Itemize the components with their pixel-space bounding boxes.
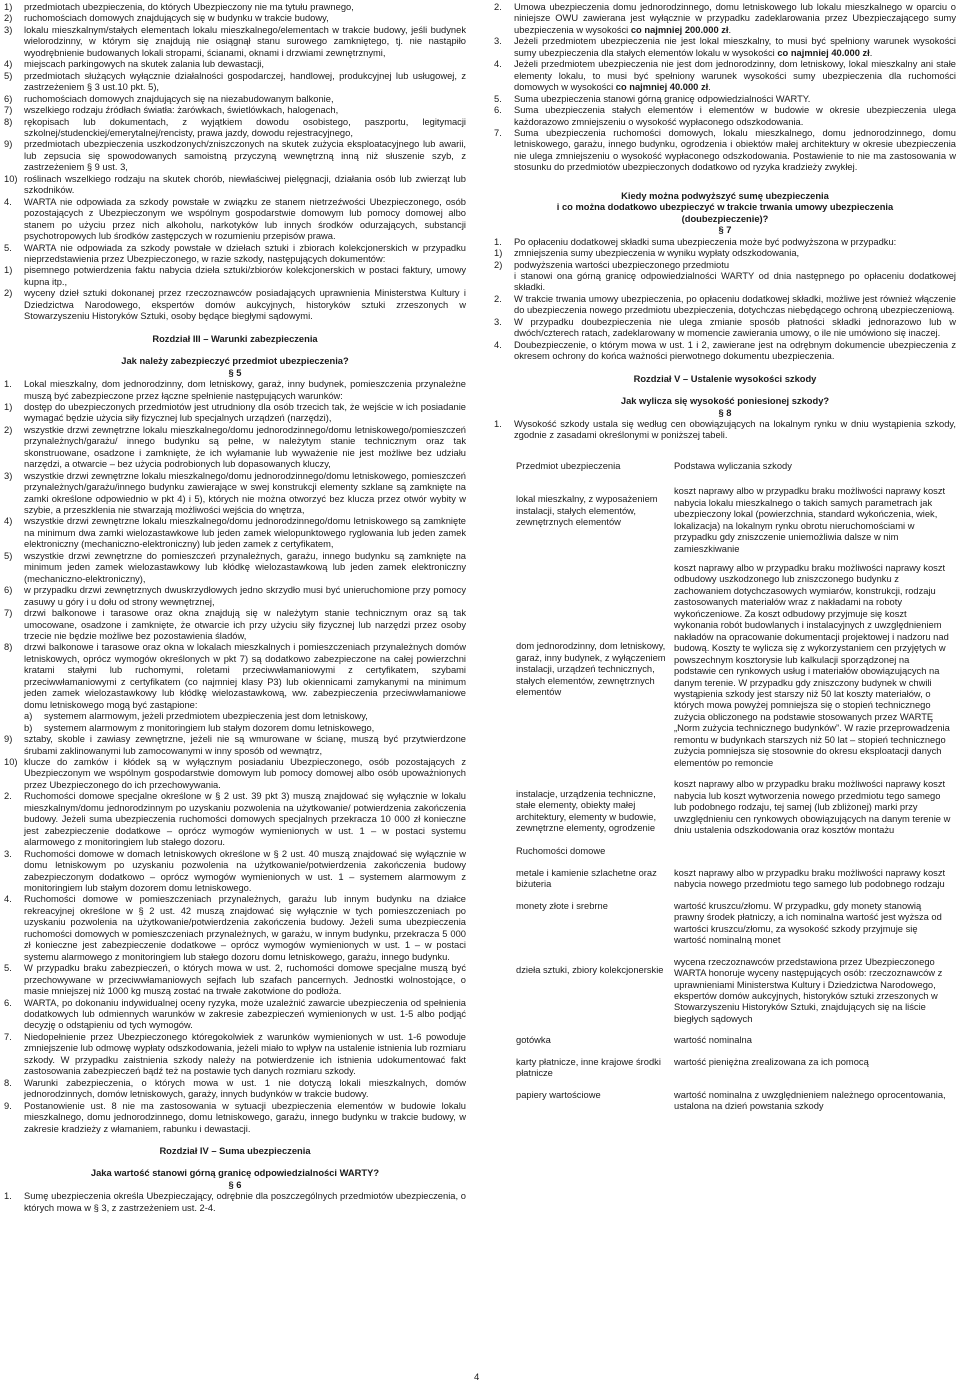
- exclusion-item: [4, 13, 466, 24]
- item-text: ruchomościach domowych znajdujących się w budynku w trakcie budowy,: [24, 13, 329, 24]
- table-cell-subject: [516, 1035, 670, 1056]
- section-6-item: [494, 36, 956, 59]
- exclusion-item: [4, 105, 466, 116]
- section-5-label: § 5: [228, 367, 242, 378]
- table-cell-basis: [670, 1035, 952, 1056]
- item-text: wszystkie drzwi zewnętrzne lokalu mieszkalnego/domu jednorodzinnego/domu letniskowego/pomieszczeń przynależnych/garażu/ innego budynku są pełne, w należytym stanie technicznym oraz tak skonstruowane, osadzone i zamknięte, że ich wyłamanie lub wyważenie nie jest możliwe bez udziału narzędzi, a otwarcie – bez użycia podrobionych lub dopasowanych kluczy,: [24, 424, 466, 470]
- item-text: WARTA nie odpowiada za szkody powstałe w związku ze stanem nietrzeźwości Ubezpieczonego, osób pozostających z Ubezpieczonym we wspólnym gospodarstwie domowym lub pomocy domowej albo stanem po użyciu przez nich alkoholu, narkotyków lub innych środków odurzających, substancji psychotropowych lub środków zastępczych w rozumieniu przepisów prawa.: [24, 196, 466, 242]
- chapter-3-title: Rozdział III – Warunki zabezpieczenia: [152, 333, 318, 344]
- table-row: [516, 957, 952, 1036]
- table-cell-subject: [516, 563, 670, 779]
- item-number: 6): [4, 585, 13, 596]
- security-condition: [4, 471, 466, 517]
- bold-amount: co najmniej 200.000 zł: [630, 24, 729, 35]
- item-number: 3): [4, 24, 13, 35]
- document-item: [4, 288, 466, 322]
- table-row: [516, 846, 952, 867]
- section-6-item: [494, 2, 956, 36]
- item-text: klucze do zamków i kłódek są w wyłącznym posiadaniu Ubezpieczonego, osób pozostających z Ubezpieczonym we wspólnym gospodarstwie domowym lub pomocy domowej albo osób upoważnionych przez Ubezpieczonego do ich przechowywania.: [24, 757, 466, 790]
- item-text: wszelkiego rodzaju źródłach światła: żarówkach, świetlówkach, halogenach,: [24, 105, 339, 116]
- item-number: 9.: [4, 1100, 12, 1111]
- item-text: przedmiotach służących wyłącznie działalności gospodarczej, handlowej, produkcyjnej lub usługowej, z zastrzeżeniem § 3 ust.10 pkt. 5),: [24, 70, 466, 93]
- subject-text: instalacje, urządzenia techniczne, stałe elementy, obiekty małej architektury, elementy w budowie, zewnętrzne elementy, ogrodzenie: [516, 788, 657, 834]
- security-condition: [4, 516, 466, 550]
- item-number: 3.: [494, 316, 502, 327]
- item-number: 2): [4, 288, 13, 299]
- item-text: pisemnego potwierdzenia faktu nabycia dzieła sztuki/zbiorów kolekcjonerskich w postaci faktury, umowy kupna itp.,: [24, 265, 466, 287]
- item-text: dostęp do ubezpieczonych przedmiotów jest utrudniony dla osób trzecich tak, że wejście w ich posiadanie wymagać będzie użycia siły fizycznej lub specjalnych urządzeń (narzędzi),: [24, 401, 466, 424]
- subject-text: metale i kamienie szlachetne oraz biżuteria: [516, 867, 657, 890]
- section-6-para-1: [4, 1191, 466, 1214]
- item-number: 2.: [494, 2, 502, 12]
- security-condition: [4, 608, 466, 642]
- item-number: 5.: [4, 963, 12, 974]
- item-number: 1): [4, 2, 13, 12]
- table-cell-basis: [670, 846, 952, 867]
- item-number: 3): [4, 470, 13, 481]
- table-row: [516, 901, 952, 957]
- chapter-5-title: Rozdział V – Ustalenie wysokości szkody: [633, 373, 817, 384]
- item-text: Umowa ubezpieczenia domu jednorodzinnego, domu letniskowego lub lokalu mieszkalnego w oparciu o niniejsze OWU zawierana jest wyłącznie w przypadku zadeklarowania przez Ubezpieczającego sumy ubezpieczenia w wysokości: [514, 2, 956, 35]
- security-condition: [4, 425, 466, 471]
- table-cell-subject: [516, 957, 670, 1036]
- section-6-label: § 6: [228, 1179, 242, 1190]
- item-number: 5.: [494, 93, 502, 104]
- item-number: 5.: [4, 242, 12, 253]
- table-cell-basis: [670, 1090, 952, 1123]
- section-6-item: [494, 128, 956, 174]
- item-number: 2.: [4, 791, 12, 802]
- item-text: Postanowienie ust. 8 nie ma zastosowania w sytuacji ubezpieczenia elementów w budowie lokalu mieszkalnego, domu jednorodzinnego, domu letniskowego, garażu, innego budynku w trakcie budowy, w zakresie kradzieży z włamaniem, rabunku i dewastacji.: [24, 1100, 466, 1134]
- item-text: zmniejszenia sumy ubezpieczenia w wyniku wypłaty odszkodowania,: [514, 248, 800, 259]
- item-text: wszystkie drzwi zewnętrzne do pomieszczeń przynależnych, garażu, innego budynku są zamknięte na minimum jeden zamek wielozastawkowy lub kłódkę wielozastawkową lub jeden zamek elektroniczny (mechaniczno-elektroniczny),: [24, 550, 466, 584]
- right-column: [494, 2, 956, 1123]
- section-7-title-3: (doubezpieczenie)?: [681, 213, 769, 224]
- item-number: 4.: [494, 59, 502, 70]
- item-number: 2): [4, 424, 13, 435]
- subject-text: dom jednorodzinny, dom letniskowy, garaż, inny budynek, z wyłączeniem instalacji, urządzeń technicznych, stałych elementów, zewnętrznych elementów: [516, 641, 666, 698]
- item-number: a): [24, 711, 33, 722]
- item-number: 9): [4, 139, 13, 150]
- exclusion-item: [4, 94, 466, 105]
- item-number: 4.: [494, 339, 502, 350]
- item-number: 8.: [4, 1077, 12, 1088]
- exclusion-item: [4, 25, 466, 59]
- item-text: miejscach parkingowych na skutek zalania lub dewastacji,: [24, 59, 264, 70]
- security-condition: [4, 723, 466, 734]
- section-5-paragraph: [4, 849, 466, 895]
- security-condition: [4, 642, 466, 711]
- item-number: 7.: [4, 1031, 12, 1042]
- subject-text: lokal mieszkalny, z wyposażeniem instalacji, stałych elementów, zewnętrznych elementów: [516, 494, 658, 528]
- security-condition: [4, 551, 466, 585]
- basis-text: wartość nominalna: [674, 1035, 752, 1046]
- exclusion-item: [4, 2, 466, 13]
- item-number: 4.: [4, 196, 12, 207]
- table-cell-subject: [516, 846, 670, 867]
- item-text: roślinach wszelkiego rodzaju na skutek chorób, niewłaściwej pielęgnacji, działania osób lub zwierząt lub szkodników.: [24, 173, 466, 196]
- item-number: 8): [4, 642, 13, 653]
- table-cell-subject: [516, 868, 670, 901]
- basis-text: wartość kruszcu/złomu. W przypadku, gdy monety stanowią prawny środek płatniczy, a ich nominalna wartość jest wyższa od wartości kruszcu/złomu, za wysokość szkody przyjmuje się wartość nominalną monet: [674, 900, 942, 946]
- subject-text: Ruchomości domowe: [516, 846, 606, 857]
- exclusion-item: [4, 71, 466, 94]
- subject-text: monety złote i srebrne: [516, 900, 608, 911]
- section-6-item: [494, 105, 956, 128]
- security-condition: [4, 734, 466, 757]
- exclusion-item: [4, 174, 466, 197]
- chapter-4-question: Jaka wartość stanowi górną granicę odpowiedzialności WARTY?: [90, 1168, 380, 1179]
- item-number: 7.: [494, 127, 502, 138]
- item-text: WARTA, po dokonaniu indywidualnej oceny ryzyka, może uzależnić zawarcie ubezpieczenia od spełnienia dodatkowych lub odmiennych warunków w zakresie zabezpieczeń wymienionych w ust. 1-5 albo podjąć decyzję o odstąpieniu od tych wymogów.: [24, 997, 466, 1031]
- item-number: 5): [4, 550, 13, 561]
- item-text: w przypadku drzwi zewnętrznych dwuskrzydłowych jedno skrzydło musi być unieruchomione przy pomocy zasuwy u góry i u dołu od strony wewnętrznej,: [24, 585, 466, 607]
- item-text: Po opłaceniu dodatkowej składki suma ubezpieczenia może być podwyższona w przypadku:: [514, 236, 897, 247]
- item-end: .: [728, 24, 732, 35]
- table-cell-basis: [670, 1057, 952, 1090]
- table-row: [516, 563, 952, 779]
- item-text: Jeżeli przedmiotem ubezpieczenia nie jest dom jednorodzinny, dom letniskowy, lokal mieszkalny ani stałe elementy lokalu, to musi być spełniony warunek wysokości sumy ubezpieczenia dla ruchomości domowych w wysokości: [514, 59, 956, 93]
- item-text: W przypadku braku zabezpieczeń, o których mowa w ust. 2, ruchomości domowe specjalne muszą być przechowywane w przeciwwłamaniowych sejfach lub szafach pancernych. Jednostki wolnostojące, o masie mniejszej niż 1000 kg muszą zostać na trwałe zakotwione do podłoża.: [24, 963, 466, 997]
- item-text: wyceny dzieł sztuki dokonanej przez rzeczoznawców posiadających uprawnienia Ministerstwa Kultury i Dziedzictwa Narodowego, ekspertów domów aukcyjnych, historyków sztuki zrzeszonych w Stowarzyszeniu Historyków Sztuki, osoby będące biegłymi sądowymi.: [24, 288, 466, 322]
- item-end: .: [869, 47, 873, 58]
- item-text: sztaby, skoble i zawiasy zewnętrzne, jeżeli nie są wmurowane w ścianę, muszą być przytwierdzone śrubami zaklinowanymi lub zamocowanymi w inny sposób od wewnątrz,: [24, 734, 466, 756]
- bold-amount: co najmniej 40.000 zł: [615, 82, 709, 93]
- table-cell-subject: [516, 901, 670, 957]
- item-number: 1.: [4, 379, 12, 390]
- paragraph-5: [4, 243, 466, 266]
- item-text: Doubezpieczenie, o którym mowa w ust. 1 i 2, zawierane jest na odrębnym dokumencie ubezpieczenia z okresem ochrony do końca ważności pierwotnego dokumentu ubezpieczenia.: [514, 339, 956, 362]
- subject-text: gotówka: [516, 1035, 551, 1046]
- basis-text: wartość nominalna z uwzględnieniem należnego oprocentowania, ustalona na dzień powstania szkody: [674, 1089, 946, 1112]
- item-text: przedmiotach ubezpieczenia, do których Ubezpieczony nie ma tytułu prawnego,: [24, 2, 354, 12]
- item-number: 4.: [4, 894, 12, 905]
- item-number: 10): [4, 757, 18, 767]
- item-number: 6.: [494, 105, 502, 116]
- item-text: drzwi balkonowe i tarasowe oraz okna w lokalach mieszkalnych i pomieszczeniach przynależnych domów letniskowych, oprócz wymogów określonych w pkt 7) są dodatkowo zabezpieczone na całej powierzchni kratami stałymi lub ruchomymi, roletami przeciwwłamaniowymi z certyfikatem, szybami przeciwwłamaniowymi z certyfikatem (co najmniej klasy P3) lub okiennicami zamykanymi na minimum jeden zamek wielozastawkowy lub kłódkę wielozastawkową, ww. zabezpieczenia przeciwwłamaniowe domu letniskowego mogą być zastąpione:: [24, 642, 466, 710]
- item-number: 2): [4, 13, 13, 24]
- basis-text: koszt naprawy albo w przypadku braku możliwości naprawy koszt nabycia nowego przedmiotu tego samego lub podobnego rodzaju: [674, 867, 946, 890]
- table-cell-subject: [516, 486, 670, 563]
- section-8-label: § 8: [718, 407, 732, 418]
- item-number: b): [24, 722, 33, 733]
- section-5-paragraph: [4, 963, 466, 997]
- section-5-paragraph: [4, 1101, 466, 1135]
- item-text: Warunki zabezpieczenia, o których mowa w ust. 1 nie dotyczą lokali mieszkalnych, domów jednorodzinnych, domów letniskowych, garaży, innych budynków w trakcie budowy.: [24, 1077, 466, 1100]
- section-7-label: § 7: [718, 225, 732, 236]
- table-row: [516, 486, 952, 563]
- item-text: Suma ubezpieczenia stanowi górną granicę odpowiedzialności WARTY.: [514, 93, 811, 104]
- item-number: 4): [4, 516, 13, 527]
- item-text: Suma ubezpieczenia stałych elementów i elementów w budowie w okresie ubezpieczenia ulega każdorazowo zmniejszeniu o wysokość wypłaconego odszkodowania.: [514, 105, 956, 127]
- table-cell-subject: [516, 1057, 670, 1090]
- item-number: 5): [4, 70, 13, 81]
- paragraph-4: [4, 197, 466, 243]
- item-text: rękopisach lub dokumentach, z wyjątkiem dowodu osobistego, paszportu, legitymacji szkolnej/studenckiej/emerytalnej/rencisty, prawa jazdy, dowodu rejestracyjnego,: [24, 116, 466, 138]
- item-text: podwyższenia wartości ubezpieczonego przedmiotu: [514, 259, 730, 270]
- item-number: 2): [494, 259, 503, 270]
- increase-case: [494, 248, 956, 259]
- subject-text: karty płatnicze, inne krajowe środki płatnicze: [516, 1056, 661, 1079]
- section-7-title-1: Kiedy można podwyższyć sumę ubezpieczenia: [621, 190, 829, 201]
- item-text: W trakcie trwania umowy ubezpieczenia, po opłaceniu dodatkowej składki, możliwe jest również włączenie do ubezpieczenia nowego przedmiotu ubezpieczenia, dotychczas niebędącego ochroną ubezpieczeniową.: [514, 293, 956, 316]
- item-number: 2.: [494, 293, 502, 304]
- section-7-para-1: [494, 237, 956, 248]
- table-cell-basis: [670, 957, 952, 1036]
- subject-text: dzieła sztuki, zbiory kolekcjonerskie: [516, 964, 664, 975]
- section-5-paragraph: [4, 1078, 466, 1101]
- item-number: 9): [4, 734, 13, 745]
- item-end: .: [708, 82, 711, 93]
- item-number: 1.: [494, 418, 502, 429]
- item-text: przedmiotach ubezpieczenia uszkodzonych/zniszczonych na skutek zużycia eksploatacyjnego lub awarii, lub zepsucia się spowodowanych samoistną przyczyną wewnętrzną inną niż słuszenie szyb, z zastrzeżeniem § 9 ust. 3,: [24, 139, 466, 173]
- exclusion-item: [4, 59, 466, 70]
- item-text: wszystkie drzwi zewnętrzne lokalu mieszkalnego/domu jednorodzinnego/domu letniskowego są zamknięte na minimum dwa zamki wielozastawkowe lub jeden zamek wielopunktowego ryglowania lub jeden zamek elektroniczny (mechaniczno-elektroniczny) lub jeden zamek z certyfikatem,: [24, 516, 466, 550]
- item-number: 7): [4, 608, 13, 619]
- item-number: 10): [4, 173, 18, 184]
- table-header-subject: Przedmiot ubezpieczenia: [516, 460, 621, 471]
- item-number: 1): [494, 248, 503, 259]
- item-text: WARTA nie odpowiada za szkody powstałe w dziełach sztuki i zbiorach kolekcjonerskich w przypadku nieprzedstawienia przez Ubezpieczonego, w razie szkody, następujących dokumentów:: [24, 242, 466, 264]
- subject-text: papiery wartościowe: [516, 1089, 601, 1100]
- damage-table: [516, 459, 952, 1123]
- exclusion-item: [4, 139, 466, 173]
- item-text: lokalu mieszkalnym/stałych elementach lokalu mieszkalnego/elementach w trakcie budowy, jeśli budynek wielorodzinny, w którym się znajdują nie osiągnął stanu surowego zamkniętego, tj. nie nastąpiło wyodrębnienie budowanych lokali stropami, ścianami, oknami i drzwiami zewnętrznymi,: [24, 24, 466, 58]
- item-text: Jeżeli przedmiotem ubezpieczenia nie jest lokal mieszkalny, to musi być spełniony warunek wysokości sumy ubezpieczenia dla stałych elementów lokalu w wysokości: [514, 36, 956, 58]
- chapter-4-title: Rozdział IV – Suma ubezpieczenia: [159, 1145, 311, 1156]
- section-5-paragraph: [4, 1032, 466, 1078]
- basis-text: koszt naprawy albo w przypadku braku możliwości naprawy koszt nabycia lub koszt wytworzenia nowego przedmiotu tego samego lub podobnego rodzaju, tej samej (lub zbliżonej) marki przy uwzględnieniu cen rynkowych obowiązujących na danym terenie w dniu ustalenia odszkodowania oraz kosztów montażu: [674, 779, 951, 835]
- exclusion-item: [4, 117, 466, 140]
- item-number: 3.: [494, 36, 502, 47]
- item-text: ruchomościach domowych znajdujących się na niezabudowanym balkonie,: [24, 93, 334, 104]
- basis-text: wycena rzeczoznawców przedstawiona przez Ubezpieczonego WARTA honoruje wyceny następujących osób: rzeczoznawców z uprawnieniami Ministerstwa Kultury i Dziedzictwa Narodowego, ekspertów domów aukcyjnych, historyków sztuki zrzeszonych w Stowarzyszeniu Historyków Sztuki, znajdujących się na liście biegłych sądowych: [674, 956, 943, 1024]
- table-cell-basis: [670, 868, 952, 901]
- section-5-paragraph: [4, 791, 466, 848]
- section-5-paragraph: [4, 894, 466, 963]
- table-header-basis: Podstawa wyliczania szkody: [674, 460, 792, 471]
- table-row: [516, 1035, 952, 1056]
- section-7-paragraph: [494, 317, 956, 340]
- table-row: [516, 1090, 952, 1123]
- basis-text: wartość pieniężna zrealizowana za ich pomocą: [674, 1056, 869, 1067]
- item-number: 1.: [494, 236, 502, 247]
- item-number: 8): [4, 116, 13, 127]
- basis-text: koszt naprawy albo w przypadku braku możliwości naprawy koszt odbudowy uszkodzonego lub zniszczonego budynku z zachowaniem dotychczasowych wymiarów, konstrukcji, rodzaju zastosowanych materiałów wraz z nakładami na roboty wykończeniowe. Za koszt odbudowy przyjmuje się koszt wykonania robót budowlanych i instalacyjnych z uwzględnieniem nakładów na opracowanie dokumentacji projektowej i nadzoru nad budową. Koszty te wylicza się z wykorzystaniem cen przyjętych w powszechnym kosztorysie lub kalkulacji sporządzonej na podstawie cen rynkowych usług i materiałów obowiązujących na danym terenie. W przypadku gdy zniszczony budynek w chwili wystąpienia szkody jest starszy niż 50 lat koszty materiałów, o których mowa powyżej pomniejsza się o stopień technicznego zużycia obliczonego na podstawie stosowanych przez WARTĘ „Norm zużycia technicznego budynków”. W razie przeprowadzenia remontu w budynkach starszych niż 50 lat – stopień technicznego zużycia pomniejsza się stosownie do okresu eksploatacji danych elementów po remoncie: [674, 563, 950, 768]
- item-text: systemem alarmowym, jeżeli przedmiotem ubezpieczenia jest dom letniskowy,: [44, 711, 368, 722]
- item-text: W przypadku doubezpieczenia nie ulega zmianie sposób płatności składki jednorazowo lub w dwóch/czterech ratach, zadeklarowany w momencie zawierania umowy, o ile nie umówiono się inaczej.: [514, 316, 956, 339]
- item-text: Ruchomości domowe specjalne określone w § 2 ust. 39 pkt 3) muszą znajdować się wyłącznie w lokalu mieszkalnym/domu jednorodzinnym po uzyskaniu pozwolenia na użytkowanie/ potwierdzenia zakończenia budowy. Jeżeli suma ubezpieczenia ruchomości domowych specjalnych przekracza 10 000 zł konieczne jest zabezpieczenie dodatkowe – oprócz wymogów wymienionych w ust. 1 – w postaci systemu alarmowego z monitoringiem lub stałego dozoru.: [24, 791, 466, 848]
- table-cell-subject: [516, 779, 670, 846]
- table-cell-basis: [670, 901, 952, 957]
- increase-case: [494, 260, 956, 271]
- section-5-paragraph: [4, 998, 466, 1032]
- chapter-5-question: Jak wylicza się wysokość poniesionej szkody?: [620, 396, 830, 407]
- item-number: 1): [4, 265, 13, 276]
- item-text: wszystkie drzwi zewnętrzne lokalu mieszkalnego/domu jednorodzinnego/domu letniskowego, pomieszczeń przynależnych/garażu/innego budynku zawierające w swej konstrukcji elementy szklane są zamknięte na zamki określone odpowiednio w pkt 4) i 5), których nie można otworzyć bez klucza przez otwór wybity w szybie, a przeszklenia nie stwarzają możliwości wejścia do wnętrza,: [24, 470, 466, 516]
- section-6-item: [494, 94, 956, 105]
- security-condition: [4, 757, 466, 791]
- basis-text: koszt naprawy albo w przypadku braku możliwości naprawy koszt nabycia lokalu mieszkalnego o takich samych parametrach jak ubezpieczony lokal (powierzchnia, standard wykończenia, wiek, lokalizacja) na lokalnym rynku obrotu nieruchomościami w przypadku gdy zniszczenie uniemożliwia dalsze w nim zamieszkiwanie: [674, 486, 946, 554]
- section-6-item: [494, 59, 956, 93]
- section-7-paragraph: [494, 340, 956, 363]
- item-text: Ruchomości domowe w domach letniskowych określone w § 2 ust. 40 muszą znajdować się wyłącznie w domu letniskowym po uzyskaniu pozwolenia na użytkowanie/potwierdzenia zakończenia budowy zabezpieczonym dodatkowo – oprócz wymogów wymienionych w ust. 1 – systemem alarmowym z monitoringiem lub stałym dozorem domu letniskowego.: [24, 848, 466, 893]
- item-text: Ruchomości domowe w pomieszczeniach przynależnych, garażu lub innym budynku na działce rekreacyjnej określone w § 2 ust. 42 muszą znajdować się wyłącznie w tych pomieszczeniach po uzyskaniu pozwolenia na użytkowanie/potwierdzenia zakończenia budowy. Jeżeli suma ubezpieczenia ruchomości domowych w pomieszczeniach przynależnych, w garażu, w innym budynku, przekracza 5 000 zł konieczne jest zabezpieczenie dodatkowe – oprócz wymogów wymienionych w ust. 1 – w postaci systemu alarmowego z monitoringiem lub stałego dozoru domu letniskowego, garażu, innego budynku.: [24, 894, 466, 962]
- security-condition: [4, 585, 466, 608]
- item-text: systemem alarmowym z monitoringiem lub stałym dozorem domu letniskowego,: [44, 722, 375, 733]
- section-7-paragraph: [494, 294, 956, 317]
- table-cell-subject: [516, 1090, 670, 1123]
- security-condition: [4, 711, 466, 722]
- item-number: 4): [4, 59, 13, 70]
- table-cell-basis: [670, 563, 952, 779]
- bold-amount: co najmniej 40.000 zł: [777, 47, 870, 58]
- table-row: [516, 1057, 952, 1090]
- page-number: 4: [474, 1372, 480, 1383]
- item-number: 1): [4, 401, 13, 412]
- section-7-after: i stanowi ona górną granicę odpowiedzialności WARTY od dnia następnego po opłaceniu dodatkowej składki.: [514, 270, 956, 293]
- table-cell-basis: [670, 779, 952, 846]
- item-number: 6.: [4, 997, 12, 1008]
- item-number: 3.: [4, 848, 12, 859]
- item-text: Wysokość szkody ustala się według cen obowiązujących na lokalnym rynku w dniu wystąpienia szkody, zgodnie z zasadami określonymi w poniższej tabeli.: [514, 418, 956, 441]
- item-text: drzwi balkonowe i tarasowe oraz okna znajdują się w należytym stanie technicznym oraz są tak umocowane, osadzone i zamknięte, że otwarcie ich przy użyciu siły fizycznej lub narzędzi przez osoby trzecie nie będzie możliwe bez pozostawienia śladów,: [24, 608, 466, 642]
- item-text: Suma ubezpieczenia ruchomości domowych, lokalu mieszkalnego, domu jednorodzinnego, domu letniskowego, garażu, innego budynku, ogrodzenia i obiektów małej architektury w okresie ubezpieczenia nie ulega zmniejszeniu o wysokość wypłaconego odszkodowania. Postawienie to nie ma zastosowania w stosunku do przedmiotów ubezpieczonych dodatkowo od ryzyka kradzieży zwykłej.: [514, 127, 956, 173]
- table-cell-basis: [670, 486, 952, 563]
- item-number: 6): [4, 93, 13, 104]
- section-5-para-1: [4, 379, 466, 402]
- item-text: Sumę ubezpieczenia określa Ubezpieczający, odrębnie dla poszczególnych przedmiotów ubezpieczenia, o których mowa w § 3, z zastrzeżeniem ust. 2-4.: [24, 1191, 466, 1213]
- item-text: Niedopełnienie przez Ubezpieczonego któregokolwiek z warunków wymienionych w ust. 1-6 powoduje zmniejszenie lub odmowę wypłaty odszkodowania, jeżeli miało to wpływ na ustalenie istnienia lub rozmiaru szkody. W przypadku zaistnienia szkody należy na potwierdzenie ich istnienia udokumentować fakt zastosowania zabezpieczeń bądź też na postawie tych danych rozmiaru szkody.: [24, 1031, 466, 1077]
- item-number: 1.: [4, 1191, 12, 1202]
- item-number: 7): [4, 105, 13, 116]
- left-column: [4, 2, 466, 1214]
- chapter-3-question: Jak należy zabezpieczyć przedmiot ubezpieczenia?: [121, 356, 349, 367]
- document-item: [4, 265, 466, 288]
- table-row: [516, 779, 952, 846]
- security-condition: [4, 402, 466, 425]
- section-7-title-2: i co można dodatkowo ubezpieczyć w trakcie trwania umowy ubezpieczenia: [556, 202, 894, 213]
- table-row: [516, 868, 952, 901]
- section-8-para-1: [494, 419, 956, 442]
- item-text: Lokal mieszkalny, dom jednorodzinny, dom letniskowy, garaż, inny budynek, pomieszczenia przynależne muszą być zabezpieczone przez łączne spełnienie następujących warunków:: [24, 379, 466, 401]
